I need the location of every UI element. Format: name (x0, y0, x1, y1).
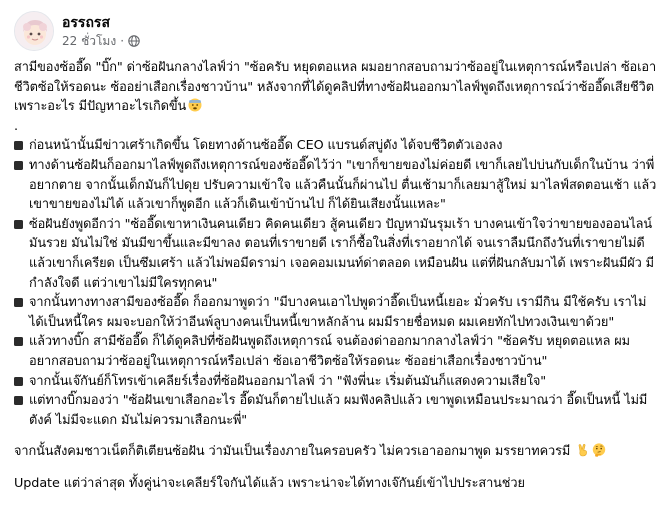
post-dot-line: . (14, 118, 18, 134)
list-item-text: แต่ทางบิ๊กมองว่า "ซ้อฝันเขาเสือกอะไร อี๊ดมันก็ตายไปแล้ว ผมฟังคลิปแล้ว เขาพูดเหมือนประมาณว่า อี๊ดเป็นหนี้ ไม่มีตังค์ ไม่มีจะแดก มันไม่ควรมาเสือกนะพี่" (29, 393, 648, 428)
list-item-text: จากนั้นทางทางสามีของซ้ออี๊ด ก็ออกมาพูดว่า "มีบางคนเอาไปพูดว่าอี๊ดเป็นหนี้เยอะ มั่วครับ เรามีกิน มีใช้ครับ เราไม่ได้เป็นหนี้ใคร ผมจะบอกให้ว่าอีนพ์ลูบางคนเป็นหนี้เขาหลักล้าน ผมมีรายชื่อหมด ผมเคยทักไปทวงเงินเขาด้วย" (29, 295, 647, 330)
fearful-face-icon (188, 98, 202, 112)
post-time-row (62, 33, 140, 49)
paragraph-gap (14, 430, 658, 442)
post-body (14, 58, 658, 493)
list-item-text: ก่อนหน้านั้นมีข่าวเศร้าเกิดขึ้น โดยทางด้านซ้ออี๊ด CEO แบรนด์สบู่ดัง ได้จบชีวิตตัวเองลง (29, 138, 503, 154)
black-square-icon (14, 141, 23, 150)
list-item (14, 332, 658, 371)
victory-hand-icon (576, 443, 590, 457)
post-update: Update แต่ว่าล่าสุด ทั้งคู่น่าจะเคลียร์ใจกันได้แล้ว เพราะน่าจะได้ทางเจ๊กันย์เข้าไปประสานช่วย (14, 475, 525, 491)
post-intro-text: สามีของซ้ออี๊ด "บิ๊ก" ด่าซ้อฝันกลางไลฟ์ว่า "ซ้อครับ หยุดตอแหล ผมอยากสอบถามว่าซ้ออยู่ในเหตุการณ์หรือเปล่า ซ้อเอาชีวิตซ้อให้รอดนะ ซ้ออย่าเสือกเรื่องชาวบ้าน" หลังจากที่ได้ดูคลิปที่ทางซ้อฝันออกมาไลฟ์พูดถึงเหตุการณ์ว่าซ้ออี๊ดเสียชีวิตเพราะอะไร มีปัญหาอะไรเกิดขึ้น (14, 60, 657, 115)
list-item-text: ซ้อฝันยังพูดอีกว่า "ซ้ออี๊ดเขาหาเงินคนเดียว คิดคนเดียว สู้คนเดียว ปัญหามันรุมเร้า บางคนเข้าใจว่าขายของออนไลน์มันรวย มันไม่ใช่ มันมีขาขึ้นและมีขาลง ตอนที่เราขายดี เราก็ซื้อในสิ่งที่เราอยากได้ จนเราลืมนึกถึงวันที่เราขายไม่ดี แล้วเขาก็เครียด เป็นซึมเศร้า แล้วไม่พอมีดราม่า เจอคอมเมนท์ด่าตลอด เหมือนฝัน แต่ที่ฝันกลับมาได้ เพราะฝันมีผัว มีกำลังใจดี แต่ว่าเขาไม่มีใครทุกคน" (29, 216, 655, 291)
list-item-text: ทางด้านซ้อฝันก็ออกมาไลฟ์พูดถึงเหตุการณ์ของซ้ออี๊ดไว้ว่า "เขาก็ขายของไม่ค่อยดี เขาก็เลยไปบ่นกับเด็กในบ้าน ว่าพี่อยากตาย จากนั้นเด็กมันก็ไปดุย ปรับความเข้าใจ แล้วคืนนั้นก็ผ่านไป ตื่นเช้ามาก็เลยมาสู้ใหม่ มาไลฟ์สดตอนเช้า แล้วเขาขายของไม่ได้ แล้วเขาก็พูดอีก แล้วก็เดินเข้าบ้านไป ก็ได้ยินเสียงนั้นแหละ" (29, 157, 657, 213)
thinking-face-icon (592, 443, 606, 457)
post-intro (14, 58, 658, 117)
globe-icon[interactable] (128, 35, 140, 47)
meta-separator: · (120, 33, 125, 48)
avatar-image-icon (15, 12, 54, 51)
list-item (14, 372, 658, 392)
post-header (14, 0, 658, 58)
list-item (14, 215, 658, 293)
list-item (14, 391, 658, 430)
list-item-text: แล้วทางบิ๊ก สามีซ้ออี๊ด ก็ได้ดูคลิปที่ซ้อฝันพูดถึงเหตุการณ์ จนต้องด่าออกมากลางไลฟ์ว่า "ซ้อครับ หยุดตอแหล ผมอยากสอบถามว่าซ้ออยู่ในเหตุการณ์หรือเปล่า ซ้อเอาชีวิตซ้อให้รอดนะ ซ้ออย่าเสือกเรื่องชาวบ้าน" (29, 334, 631, 369)
post-closing-text: จากนั้นสังคมชาวเน็ตก็ติเตียนซ้อฝัน ว่ามันเป็นเรื่องภายในครอบครัว ไม่ควรเอาออกมาพูด มรรยาทควรมี (14, 444, 571, 460)
black-square-icon (14, 161, 23, 170)
post-meta (62, 14, 140, 49)
black-square-icon (14, 298, 23, 307)
post-closing (14, 442, 658, 462)
avatar[interactable] (14, 11, 54, 51)
black-square-icon (14, 337, 23, 346)
list-item (14, 293, 658, 332)
black-square-icon (14, 396, 23, 405)
post-timestamp[interactable]: 22 ชั่วโมง (62, 33, 117, 48)
list-item (14, 136, 658, 156)
author-name[interactable]: อรรถรส (62, 14, 110, 31)
list-item-text: จากนั้นเจ๊กันย์ก็โทรเข้าเคลียร์เรื่องที่ซ้อฝันออกมาไลฟ์ ว่า "ฟังพี่นะ เริ่มต้นมันก็แสดงความเสียใจ" (29, 373, 547, 389)
black-square-icon (14, 220, 23, 229)
paragraph-gap (14, 462, 658, 474)
black-square-icon (14, 377, 23, 386)
list-item (14, 156, 658, 215)
